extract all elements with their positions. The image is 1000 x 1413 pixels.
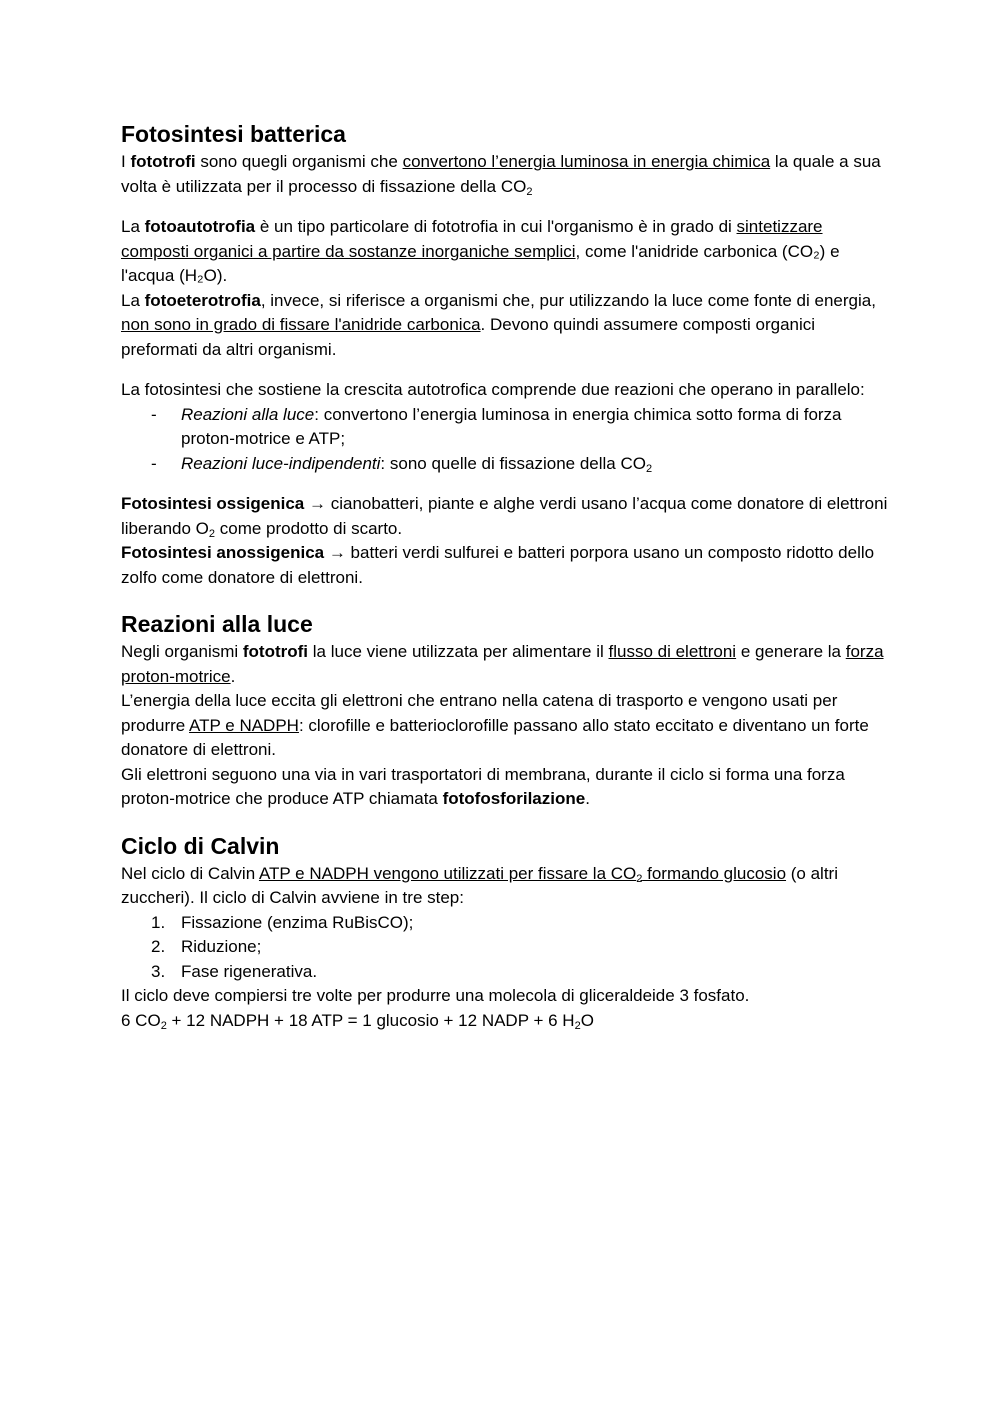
bold-term: fotofosforilazione	[442, 789, 586, 808]
italic-term: Reazioni luce-indipendenti	[181, 453, 381, 473]
list-item	[121, 960, 891, 985]
text: + 12 NADPH + 18 ATP = 1 glucosio + 12 NADP + 6 H	[166, 1010, 575, 1030]
underlined-text: flusso di elettroni	[608, 642, 737, 661]
text: formando glucosio	[642, 863, 787, 883]
list-item	[121, 911, 891, 936]
subscript: 2	[645, 462, 653, 475]
step-number: 3.	[151, 961, 166, 981]
bold-term: fotoautotrofia	[144, 217, 256, 236]
dash-bullet: -	[151, 404, 157, 424]
text: la quale a sua volta è utilizzata per il processo di fissazione della CO	[121, 152, 881, 196]
subscript: 2	[160, 1019, 167, 1032]
text: la luce viene utilizzata per alimentare il	[308, 642, 609, 661]
document-page	[121, 118, 891, 1033]
text: → batteri verdi sulfurei e batteri porpora usano un composto ridotto dello zolfo come donatore di elettroni.	[121, 543, 875, 587]
text: : convertono l’energia luminosa in energia chimica sotto forma di forza proton-motrice e ATP;	[181, 404, 842, 448]
list-item	[121, 452, 891, 477]
paragraph-fotoautotrofia	[121, 215, 891, 289]
bold-term: Fotosintesi ossigenica	[121, 494, 305, 513]
text: Gli elettroni seguono una via in vari trasportatori di membrana, durante il ciclo si forma una forza proton-motrice che produce ATP chiamata	[121, 764, 845, 808]
text: è un tipo particolare di fototrofia in cui l'organismo è in grado di	[255, 217, 737, 236]
text: .	[230, 666, 236, 686]
paragraph-energia-luce	[121, 689, 891, 763]
reactions-list	[121, 403, 891, 477]
paragraph-fotoeterotrofia	[121, 289, 891, 363]
paragraph-fototrofi	[121, 150, 891, 199]
text: O	[580, 1010, 594, 1030]
text: sono quegli organismi che	[195, 152, 403, 171]
text: (o altri zuccheri). Il ciclo di Calvin avviene in tre step:	[121, 863, 838, 907]
text: .	[585, 789, 590, 808]
paragraph-fotosintesi-reazioni: La fotosintesi che sostiene la crescita autotrofica comprende due reazioni che operano in parallelo:	[121, 380, 865, 399]
underlined-text: convertono l’energia luminosa in energia chimica	[402, 152, 771, 171]
text: , come l'anidride carbonica (CO₂) e l'acqua (H₂O).	[121, 241, 840, 285]
subscript: 2	[526, 185, 533, 198]
underlined-text: forza proton-motrice	[121, 642, 884, 686]
paragraph-fotosintesi-ossigenica	[121, 492, 891, 541]
underlined-text	[259, 864, 786, 883]
subscript: 2	[636, 872, 643, 885]
list-item	[121, 935, 891, 960]
text: La	[121, 290, 145, 310]
text: Fase rigenerativa.	[181, 961, 318, 981]
paragraph-elettroni	[121, 763, 891, 812]
calvin-steps-list	[121, 911, 891, 985]
section-title-ciclo-di-calvin: Ciclo di Calvin	[121, 832, 280, 859]
dash-bullet: -	[151, 453, 157, 473]
text: I	[121, 152, 131, 171]
text: 6 CO	[121, 1010, 161, 1030]
bold-term: Fotosintesi anossigenica	[121, 543, 325, 562]
section-title-reazioni-alla-luce: Reazioni alla luce	[121, 611, 313, 637]
underlined-text: non sono in grado di fissare l'anidride carbonica	[121, 315, 481, 334]
text: → cianobatteri, piante e alghe verdi usano l’acqua come donatore di elettroni liberando O	[121, 494, 888, 538]
text: . Devono quindi assumere composti organici preformati da altri organismi.	[121, 315, 816, 359]
list-item	[121, 403, 891, 452]
text: e generare la	[736, 642, 846, 661]
text: Negli organismi	[121, 642, 243, 661]
text: come prodotto di scarto.	[215, 518, 403, 538]
equation	[121, 1009, 891, 1034]
paragraph-fotosintesi-anossigenica	[121, 541, 891, 590]
paragraph-gliceraldeide: Il ciclo deve compiersi tre volte per produrre una molecola di gliceraldeide 3 fosfato.	[121, 986, 750, 1005]
bold-term: fotoeterotrofia	[144, 290, 261, 310]
text: : clorofille e batterioclorofille passano allo stato eccitato e diventano un forte donatore di elettroni.	[121, 715, 869, 759]
subscript: 2	[574, 1019, 581, 1032]
paragraph-fototrofi-luce	[121, 640, 891, 689]
text: , invece, si riferisce a organismi che, pur utilizzando la luce come fonte di energia,	[260, 290, 876, 310]
text: Fissazione (enzima RuBisCO);	[181, 912, 414, 932]
bold-term: fototrofi	[130, 152, 196, 171]
subscript: 2	[208, 527, 216, 540]
paragraph-ciclo-calvin	[121, 862, 891, 911]
underlined-text: ATP e NADPH	[189, 715, 299, 735]
section-title-fotosintesi-batterica: Fotosintesi batterica	[121, 121, 346, 147]
text: Riduzione;	[181, 937, 262, 956]
italic-term: Reazioni alla luce	[181, 404, 315, 424]
step-number: 1.	[151, 912, 166, 932]
step-number: 2.	[151, 937, 166, 956]
text: : sono quelle di fissazione della CO	[380, 453, 646, 473]
text: L’energia della luce eccita gli elettroni che entrano nella catena di trasporto e vengono usati per produrre	[121, 691, 838, 735]
text: Nel ciclo di Calvin	[121, 863, 259, 883]
text: La	[121, 217, 145, 236]
underlined-text: sintetizzare composti organici a partire da sostanze inorganiche semplici	[121, 217, 823, 261]
bold-term: fototrofi	[242, 642, 309, 661]
text: ATP e NADPH vengono utilizzati per fissare la CO	[258, 863, 637, 883]
